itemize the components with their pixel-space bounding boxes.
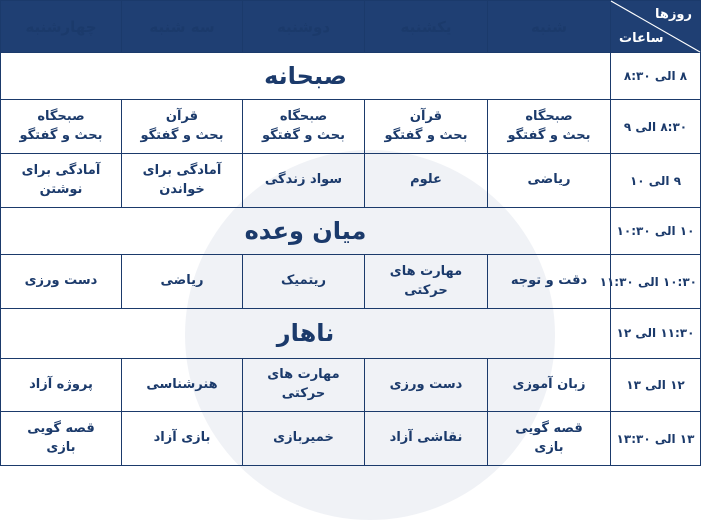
activity-text: ریاضی bbox=[160, 273, 204, 289]
activity-text: بحث و گفتگو bbox=[19, 127, 103, 143]
time-slot-label: ۹ الی ۱۰ bbox=[611, 154, 701, 208]
day-header-saturday: شنبه bbox=[488, 1, 611, 53]
activity-text: خواندن bbox=[159, 181, 205, 197]
day-header-tuesday: سه شنبه bbox=[122, 1, 243, 53]
banner-row bbox=[1, 207, 701, 254]
activity-text: بحث و گفتگو bbox=[140, 127, 224, 143]
activity-text: حرکتی bbox=[404, 282, 448, 298]
activity-cell bbox=[122, 412, 243, 466]
activity-cell bbox=[122, 154, 243, 208]
activity-cell bbox=[488, 100, 611, 154]
activity-text: خمیربازی bbox=[273, 430, 334, 446]
corner-header bbox=[611, 1, 701, 53]
activity-text: بازی bbox=[46, 439, 76, 455]
activity-text: بازی آزاد bbox=[153, 430, 211, 446]
activity-cell bbox=[1, 100, 122, 154]
activity-text: پروژه آزاد bbox=[29, 376, 93, 392]
meal-banner: ناهار bbox=[1, 309, 611, 359]
schedule-row bbox=[1, 358, 701, 412]
activity-cell bbox=[365, 255, 488, 309]
activity-cell bbox=[243, 358, 365, 412]
activity-text: زبان آموزی bbox=[512, 376, 586, 392]
activity-cell bbox=[1, 154, 122, 208]
day-header-sunday: یکشنبه bbox=[365, 1, 488, 53]
activity-cell bbox=[1, 412, 122, 466]
time-slot-label: ۸ الی ۸:۳۰ bbox=[611, 53, 701, 100]
activity-text: آمادگی برای bbox=[21, 162, 101, 178]
schedule-row bbox=[1, 100, 701, 154]
activity-text: صبحگاه bbox=[279, 108, 328, 124]
time-slot-label: ۱۳ الی ۱۳:۳۰ bbox=[611, 412, 701, 466]
activity-text: علوم bbox=[410, 172, 442, 188]
activity-cell bbox=[122, 358, 243, 412]
time-slot-label: ۱۰:۳۰ الی ۱۱:۳۰ bbox=[611, 255, 701, 309]
activity-text: بازی bbox=[534, 439, 564, 455]
header-row bbox=[1, 1, 701, 53]
activity-text: ریتمیک bbox=[280, 273, 326, 289]
activity-cell bbox=[1, 358, 122, 412]
activity-cell bbox=[365, 358, 488, 412]
activity-text: قصه گویی bbox=[27, 420, 95, 436]
day-header-monday: دوشنبه bbox=[243, 1, 365, 53]
schedule-row bbox=[1, 255, 701, 309]
activity-text: بحث و گفتگو bbox=[384, 127, 468, 143]
activity-text: قرآن bbox=[409, 108, 443, 124]
activity-cell bbox=[365, 412, 488, 466]
activity-text: سواد زندگی bbox=[264, 172, 343, 188]
meal-banner: میان وعده bbox=[1, 207, 611, 254]
time-slot-label: ۱۰ الی ۱۰:۳۰ bbox=[611, 207, 701, 254]
banner-row bbox=[1, 53, 701, 100]
activity-cell bbox=[243, 255, 365, 309]
activity-cell bbox=[488, 255, 611, 309]
meal-banner: صبحانه bbox=[1, 53, 611, 100]
activity-cell bbox=[488, 358, 611, 412]
activity-cell bbox=[488, 412, 611, 466]
activity-cell bbox=[243, 154, 365, 208]
corner-days-label: روزها bbox=[655, 7, 692, 22]
activity-text: دقت و توجه bbox=[510, 273, 588, 289]
activity-text: نقاشی آزاد bbox=[389, 430, 463, 446]
corner-hours-label: ساعات bbox=[619, 31, 664, 46]
activity-text: دست ورزی bbox=[389, 376, 463, 392]
activity-cell bbox=[243, 100, 365, 154]
activity-text: صبحگاه bbox=[525, 108, 573, 124]
activity-text: مهارت های bbox=[389, 263, 463, 279]
day-header-wednesday: چهارشنبه bbox=[1, 1, 122, 53]
activity-text: آمادگی برای bbox=[142, 162, 222, 178]
activity-cell bbox=[122, 255, 243, 309]
activity-text: مهارت های bbox=[267, 367, 340, 383]
activity-cell bbox=[243, 412, 365, 466]
activity-cell bbox=[365, 100, 488, 154]
activity-text: دست ورزی bbox=[24, 273, 98, 289]
activity-cell bbox=[365, 154, 488, 208]
schedule-row bbox=[1, 412, 701, 466]
activity-text: حرکتی bbox=[281, 385, 326, 401]
activity-cell bbox=[488, 154, 611, 208]
activity-cell bbox=[1, 255, 122, 309]
time-slot-label: ۱۱:۳۰ الی ۱۲ bbox=[611, 309, 701, 359]
activity-text: ریاضی bbox=[527, 172, 571, 188]
activity-cell bbox=[122, 100, 243, 154]
schedule-row bbox=[1, 154, 701, 208]
time-slot-label: ۸:۳۰ الی ۹ bbox=[611, 100, 701, 154]
activity-text: قرآن bbox=[165, 108, 199, 124]
activity-text: صبحگاه bbox=[37, 108, 85, 124]
banner-row bbox=[1, 309, 701, 359]
activity-text: هنرشناسی bbox=[146, 376, 218, 392]
activity-text: نوشتن bbox=[39, 181, 83, 197]
activity-text: بحث و گفتگو bbox=[507, 127, 591, 143]
time-slot-label: ۱۲ الی ۱۳ bbox=[611, 358, 701, 412]
activity-text: قصه گویی bbox=[515, 420, 583, 436]
activity-text: بحث و گفتگو bbox=[261, 127, 346, 143]
